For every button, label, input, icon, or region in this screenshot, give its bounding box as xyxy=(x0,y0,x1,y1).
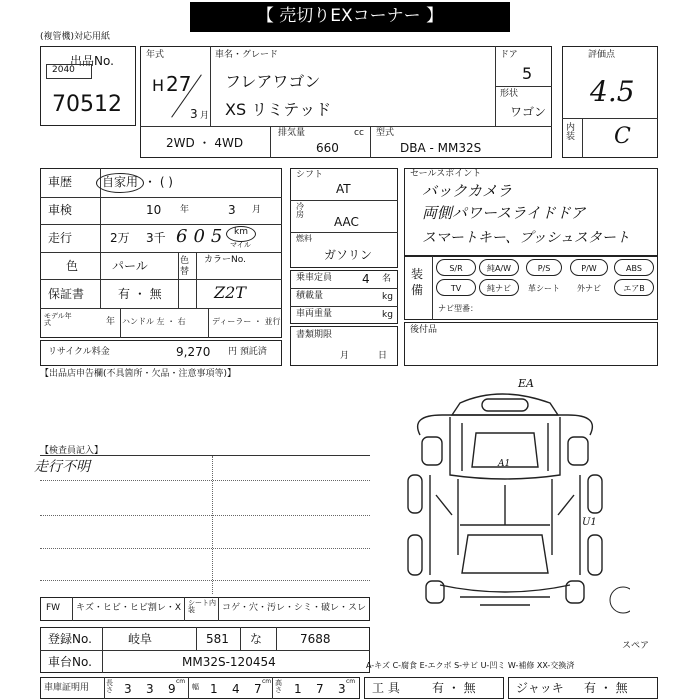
cert-label: 車庫証明用 xyxy=(44,683,90,693)
color-no-value: Z2T xyxy=(214,283,246,302)
equip-leather: 革シート xyxy=(528,284,560,293)
year-month-unit: 月 xyxy=(200,111,210,121)
year-era: H xyxy=(152,76,165,95)
inspector-label: 【検査員記入】 xyxy=(40,446,104,456)
load-label: 積載量 xyxy=(296,291,324,301)
displacement-value: 660 xyxy=(316,141,339,155)
door-value: 5 xyxy=(522,64,533,83)
cert-len-unit: cm xyxy=(176,678,186,685)
displacement-label: 排気量 xyxy=(278,128,306,138)
shape-value: ワゴン xyxy=(510,105,547,119)
aircon-value: AAC xyxy=(334,215,359,229)
diagram-mark-ea: EA xyxy=(518,377,534,390)
seat-label: シート内装 xyxy=(188,599,216,614)
displacement-unit: cc xyxy=(354,128,364,138)
mileage-unit2: マイル xyxy=(230,241,251,249)
shift-label: シフト xyxy=(296,170,324,180)
aircon-label: 冷房 xyxy=(296,202,304,219)
capacity-value: 4 xyxy=(362,272,370,286)
equip-navi: 純ナビ xyxy=(479,279,519,296)
capacity-label: 乗車定員 xyxy=(296,273,333,283)
handle-label: ハンドル 左 ・ 右 xyxy=(122,317,186,326)
form-note: (複管機)対応用紙 xyxy=(40,32,111,42)
equip-tv: TV xyxy=(436,279,476,296)
model-year-unit: 年 xyxy=(106,317,116,327)
score-value: 4.5 xyxy=(590,75,635,108)
equipment-label: 装備 xyxy=(411,267,424,297)
equip-ps: P/S xyxy=(526,259,562,276)
year-value: 27 xyxy=(166,72,192,96)
sales-points-label: セールスポイント xyxy=(410,169,482,179)
car-diagram xyxy=(380,375,630,615)
color-label: 色 xyxy=(66,259,79,273)
equip-abs: ABS xyxy=(614,259,654,276)
history-label: 車歴 xyxy=(48,175,73,189)
weight-label: 車両重量 xyxy=(296,309,333,319)
cert-w-3: 7 xyxy=(254,682,262,696)
mileage-value: 605 xyxy=(176,226,229,247)
registration-number: 7688 xyxy=(300,632,331,646)
seller-note-label: 【出品店申告欄(不具箇所・欠品・注意事項等)】 xyxy=(40,369,237,379)
cert-w-1: 1 xyxy=(210,682,218,696)
drive-type: 2WD ・ 4WD xyxy=(166,136,244,150)
capacity-unit: 名 xyxy=(382,274,392,284)
cert-h-1: 1 xyxy=(294,682,302,696)
weight-unit: kg xyxy=(382,310,393,320)
docs-day: 日 xyxy=(378,351,388,361)
interior-label: 内装 xyxy=(566,123,576,142)
lot-number: 70512 xyxy=(52,92,122,117)
color-change-label: 色替 xyxy=(180,256,190,277)
equip-aw: 純A/W xyxy=(479,259,519,276)
car-label: 車名・グレード xyxy=(215,50,279,60)
shaken-label: 車検 xyxy=(48,203,73,217)
model-label: 型式 xyxy=(376,128,395,138)
history-rest: ・ ( ) xyxy=(144,175,173,189)
load-unit: kg xyxy=(382,292,393,302)
score-label: 評価点 xyxy=(588,50,616,60)
sales-point-2: 両側パワースライドドア xyxy=(422,204,586,222)
year-month: 3 xyxy=(190,107,198,121)
docs-label: 書類期限 xyxy=(296,330,333,340)
mileage-man: 2万 xyxy=(110,231,130,245)
warranty-label: 保証書 xyxy=(48,287,85,301)
cert-h-2: 7 xyxy=(316,682,324,696)
door-label: ドア xyxy=(500,50,518,60)
equip-ext-navi: 外ナビ xyxy=(577,284,601,293)
cert-h-label: 高さ xyxy=(275,679,282,694)
diagram-mark-u1: U1 xyxy=(582,517,597,528)
recycle-unit: 円 預託済 xyxy=(228,347,267,357)
color-value: パール xyxy=(112,259,148,273)
car-grade: XS リミテッド xyxy=(225,100,332,119)
fw-text: キズ・ヒビ・ヒビ割レ・X xyxy=(76,603,181,613)
chassis-label: 車台No. xyxy=(48,655,92,669)
car-name: フレアワゴン xyxy=(225,72,321,91)
cert-h-3: 3 xyxy=(338,682,346,696)
fuel-value: ガソリン xyxy=(324,248,373,262)
jack-label: ジャッキ xyxy=(516,681,564,695)
navi-model-label: ナビ型番： xyxy=(438,304,478,313)
registration-label: 登録No. xyxy=(48,632,92,646)
mileage-unit: km xyxy=(234,227,248,237)
history-value: 自家用 xyxy=(102,175,139,189)
tools-label: 工 具 xyxy=(372,681,400,695)
sales-point-3: スマートキー、プッシュスタート xyxy=(422,230,630,246)
cert-w-unit: cm xyxy=(262,678,272,685)
recycle-value: 9,270 xyxy=(176,345,211,359)
banner-title: 【 売切りEXコーナー 】 xyxy=(256,6,444,26)
registration-city: 岐阜 xyxy=(128,632,153,646)
mileage-label: 走行 xyxy=(48,231,73,245)
cert-w-2: 4 xyxy=(232,682,240,696)
tools-value: 有 ・ 無 xyxy=(432,681,476,695)
cert-len-label: 長さ xyxy=(106,679,113,694)
shaken-month: 3 xyxy=(228,203,236,217)
cert-len-1: 3 xyxy=(124,682,132,696)
shift-value: AT xyxy=(336,182,351,196)
diagram-mark-a1: A1 xyxy=(498,459,511,469)
chassis-value: MM32S-120454 xyxy=(182,655,276,669)
dealer-label: ディーラー ・ 並行 xyxy=(212,317,281,326)
cert-len-3: 9 xyxy=(168,682,176,696)
damage-legend: A-キズ C-腐食 E-エクボ S-サビ U-凹ミ W-補修 XX-交換済 xyxy=(366,661,575,670)
shape-label: 形状 xyxy=(500,89,519,99)
aftermarket-label: 後付品 xyxy=(410,325,438,335)
fuel-label: 燃料 xyxy=(296,234,312,243)
recycle-label: リサイクル料金 xyxy=(48,347,110,357)
cert-len-2: 3 xyxy=(146,682,154,696)
cert-h-unit: cm xyxy=(346,678,356,685)
interior-value: C xyxy=(614,124,631,149)
color-no-label: カラーNo. xyxy=(204,255,246,265)
lot-code: 2040 xyxy=(52,65,75,75)
registration-class: 581 xyxy=(206,632,229,646)
shaken-year: 10 xyxy=(146,203,162,217)
jack-value: 有 ・ 無 xyxy=(584,681,628,695)
sales-point-1: バックカメラ xyxy=(422,182,513,200)
aftermarket-box xyxy=(404,322,658,366)
cert-w-label: 幅 xyxy=(192,683,199,691)
equip-sr: S/R xyxy=(436,259,476,276)
fw-label: FW xyxy=(46,603,61,613)
lot-label: 出品No. xyxy=(70,54,114,68)
shaken-year-unit: 年 xyxy=(180,205,190,215)
warranty-value: 有 ・ 無 xyxy=(118,287,162,301)
details-table xyxy=(40,168,282,338)
model-value: DBA - MM32S xyxy=(400,141,482,155)
seat-text: コゲ・穴・汚レ・シミ・破レ・スレ xyxy=(222,603,367,613)
inspector-note: 走行不明 xyxy=(34,459,90,475)
model-year-label: モデル年式 xyxy=(44,312,72,327)
equip-airbag: エアB xyxy=(614,279,654,296)
spare-label: スペア xyxy=(622,641,650,651)
mileage-sen: 3千 xyxy=(146,231,166,245)
docs-month: 月 xyxy=(340,351,350,361)
shaken-month-unit: 月 xyxy=(252,205,262,215)
equip-pw: P/W xyxy=(570,259,608,276)
year-label: 年式 xyxy=(146,50,165,60)
registration-kana: な xyxy=(250,632,263,646)
